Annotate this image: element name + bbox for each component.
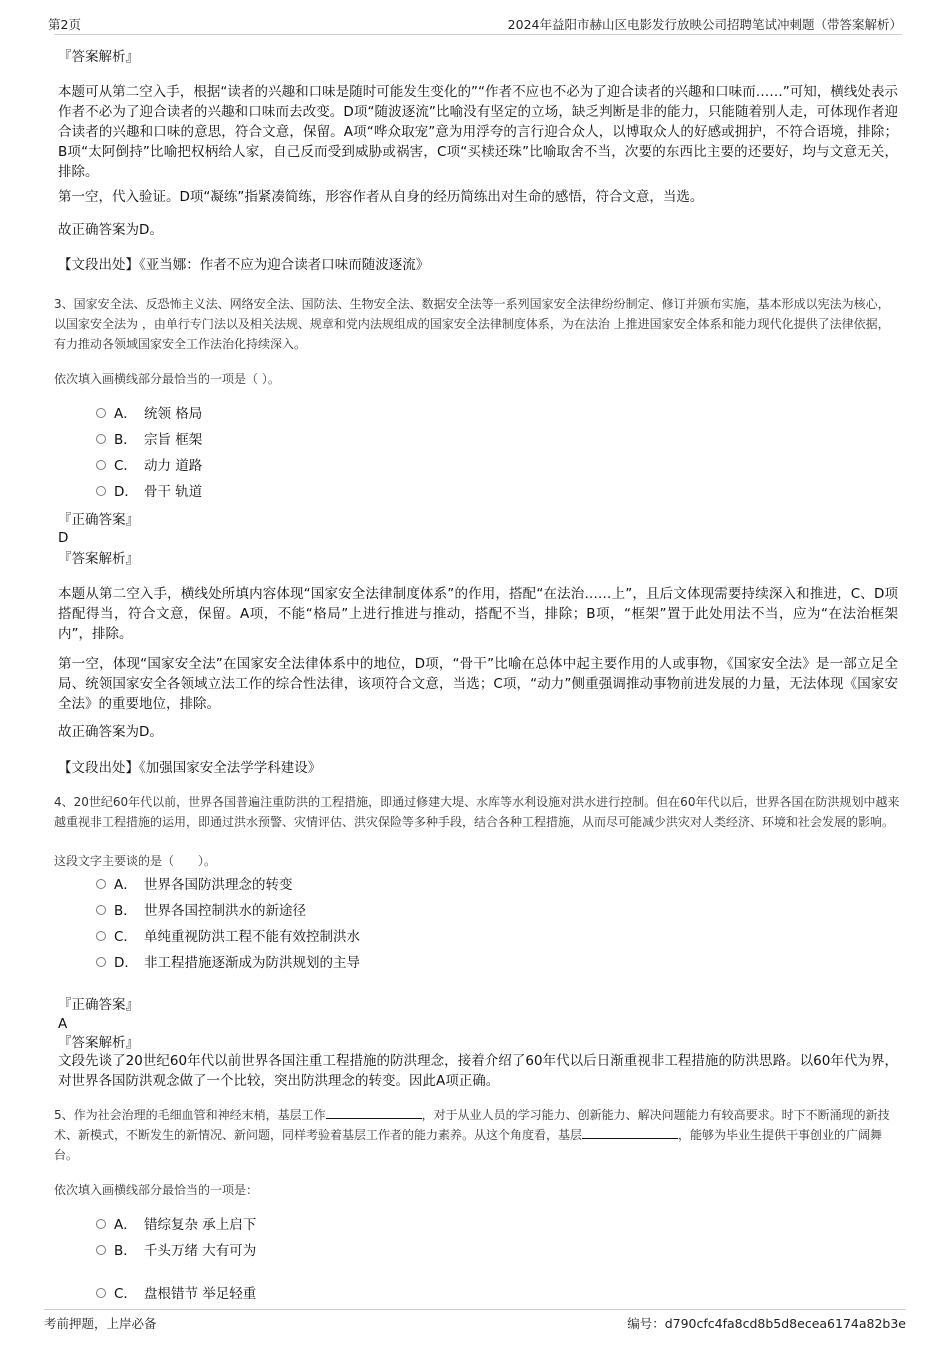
- q3-analysis-p1: 本题从第二空入手，横线处所填内容体现“国家安全法律制度体系”的作用，搭配“在法治……上”，且后文体现需要持续深入和推进，C、D项搭配得当，符合文意，保留。A项，不能“格局”上进行推进与推动，搭配不当，排除；B项，“框架”置于此处用法不当，应为“在法治框架内”，排除。: [58, 586, 898, 642]
- q4-prompt: 这段文字主要谈的是（ ）。: [54, 854, 217, 868]
- document-title: 2024年益阳市赫山区电影发行放映公司招聘笔试冲刺题（带答案解析）: [507, 17, 902, 32]
- page-number: 第2页: [48, 17, 81, 32]
- radio-icon[interactable]: [96, 879, 106, 889]
- q4-analysis-label: 『答案解析』: [58, 1035, 139, 1051]
- q4-option-b[interactable]: B． 世界各国控制洪水的新途径: [96, 901, 306, 921]
- q4-answer: A: [58, 1016, 68, 1032]
- page-header: [48, 12, 902, 35]
- q3-prompt: 依次填入画横线部分最恰当的一项是（ ）。: [54, 372, 280, 386]
- footer-slogan: 考前押题，上岸必备: [44, 1316, 157, 1331]
- q3-analysis-label: 『答案解析』: [58, 551, 139, 567]
- q3-option-a[interactable]: A． 统领 格局: [96, 404, 202, 424]
- q4-option-c[interactable]: C． 单纯重视防洪工程不能有效控制洪水: [96, 927, 360, 947]
- radio-icon[interactable]: [96, 486, 106, 496]
- q3-option-d[interactable]: D． 骨干 轨道: [96, 482, 202, 502]
- radio-icon[interactable]: [96, 1219, 106, 1229]
- q5-stem: 5、作为社会治理的毛细血管和神经末梢，基层工作 ，对于从业人员的学习能力、创新能力、解决问题能力有较高要求。时下不断涌现的新技术、新模式，不断发生的新情况、新问题，同样考验着基层工作者的能力素养。从这个角度看，基层 ，能够为毕业生提供干事创业的广阔舞台。: [54, 1108, 890, 1162]
- q4-option-a[interactable]: A． 世界各国防洪理念的转变: [96, 875, 293, 895]
- q2-source: 【文段出处】《亚当娜：作者不应为迎合读者口味而随波逐流》: [58, 257, 430, 273]
- fill-blank: [582, 1126, 678, 1139]
- q5-prompt: 依次填入画横线部分最恰当的一项是：: [54, 1183, 259, 1197]
- radio-icon[interactable]: [96, 1288, 106, 1298]
- radio-icon[interactable]: [96, 931, 106, 941]
- q2-analysis-p1: 本题可从第二空入手，根据“读者的兴趣和口味是随时可能发生变化的”“作者不应也不必为了迎合读者的兴趣和口味而……”可知，横线处表示作者不必为了迎合读者的兴趣和口味而去改变。D项“随波逐流”比喻没有坚定的立场，缺乏判断是非的能力，只能随着别人走，可体现作者迎合读者的兴趣和口味的意思，符合文意，保留。A项“哗众取宠”意为用浮夸的言行迎合众人，以博取众人的好感或拥护，不符合语境，排除；B项“太阿倒持”比喻把权柄给人家，自己反而受到威胁或祸害，C项“买椟还珠”比喻取舍不当，次要的东西比主要的还要好，均与文意无关，排除。: [58, 84, 898, 180]
- radio-icon[interactable]: [96, 905, 106, 915]
- q3-stem: 3、国家安全法、反恐怖主义法、网络安全法、国防法、生物安全法、数据安全法等一系列国家安全法律纷纷制定、修订并颁布实施，基本形成以宪法为核心，以国家安全法为 ，由单行专门法以及相关法规、规章和党内法规组成的国家安全法律制度体系，为在法治 上推进国家安全体系和能力现代化提供了法律依据，有力推动各领域国家安全工作法治化持续深入。: [54, 297, 890, 351]
- footer-serial: 编号：d790cfc4fa8cd8b5d8ecea6174a82b3e: [627, 1316, 906, 1331]
- fill-blank: [326, 1106, 422, 1119]
- q3-option-c[interactable]: C． 动力 道路: [96, 456, 202, 476]
- q3-answer-line: 故正确答案为D。: [58, 724, 163, 740]
- radio-icon[interactable]: [96, 434, 106, 444]
- footer-divider: [44, 1309, 906, 1310]
- q3-option-b[interactable]: B． 宗旨 框架: [96, 430, 202, 450]
- q4-option-d[interactable]: D． 非工程措施逐渐成为防洪规划的主导: [96, 953, 360, 973]
- q3-source: 【文段出处】《加强国家安全法学学科建设》: [58, 760, 322, 776]
- radio-icon[interactable]: [96, 957, 106, 967]
- q2-analysis-p2: 第一空，代入验证。D项“凝练”指紧凑简练，形容作者从自身的经历简练出对生命的感悟，符合文意，当选。: [58, 189, 704, 205]
- q3-answer: D: [58, 530, 69, 546]
- q4-answer-label: 『正确答案』: [58, 997, 139, 1013]
- q2-analysis-label: 『答案解析』: [58, 49, 139, 65]
- q5-option-c[interactable]: C． 盘根错节 举足轻重: [96, 1284, 256, 1304]
- q4-analysis-p1: 文段先谈了20世纪60年代以前世界各国注重工程措施的防洪理念，接着介绍了60年代以后日渐重视非工程措施的防洪思路。以60年代为界，对世界各国防洪观念做了一个比较，突出防洪理念的转变。因此A项正确。: [58, 1053, 898, 1089]
- q3-answer-label: 『正确答案』: [58, 512, 139, 528]
- radio-icon[interactable]: [96, 408, 106, 418]
- q3-analysis-p2: 第一空，体现“国家安全法”在国家安全法律体系中的地位，D项，“骨干”比喻在总体中起主要作用的人或事物，《国家安全法》是一部立足全局、统领国家安全各领域立法工作的综合性法律，该项符合文意，当选；C项，“动力”侧重强调推动事物前进发展的力量，无法体现《国家安全法》的重要地位，排除。: [58, 656, 898, 712]
- q4-stem: 4、20世纪60年代以前，世界各国普遍注重防洪的工程措施，即通过修建大堤、水库等水利设施对洪水进行控制。但在60年代以后，世界各国在防洪规划中越来越重视非工程措施的运用，即通过洪水预警、灾情评估、洪灾保险等多种手段，结合各种工程措施，从而尽可能减少洪灾对人类经济、环境和社会发展的影响。: [54, 795, 900, 829]
- q5-option-b[interactable]: B． 千头万绪 大有可为: [96, 1241, 256, 1261]
- q5-option-a[interactable]: A． 错综复杂 承上启下: [96, 1215, 256, 1235]
- q2-answer-line: 故正确答案为D。: [58, 222, 163, 238]
- radio-icon[interactable]: [96, 460, 106, 470]
- radio-icon[interactable]: [96, 1245, 106, 1255]
